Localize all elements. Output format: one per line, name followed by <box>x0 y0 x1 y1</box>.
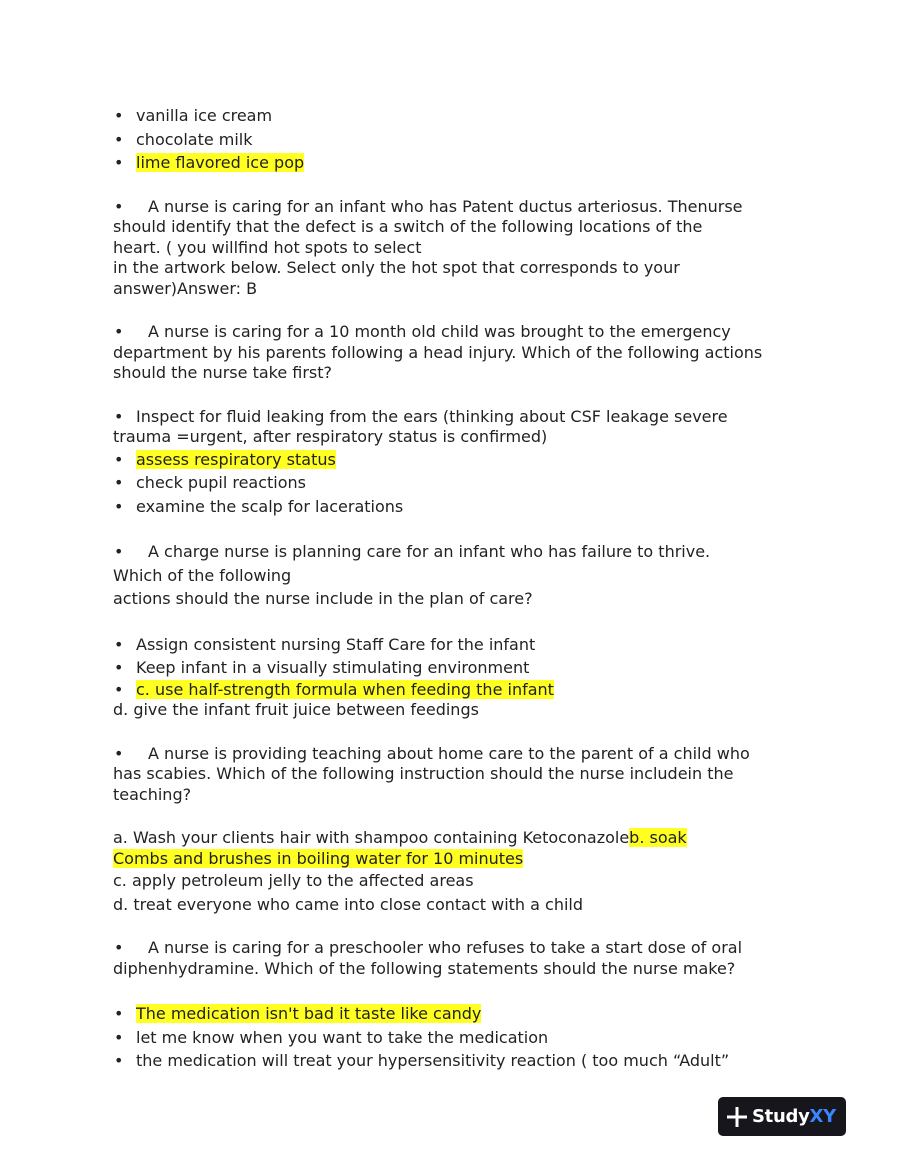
question-text: should the nurse take first? <box>113 363 333 382</box>
question-text: department by his parents following a head injury. Which of the following actions <box>113 342 763 362</box>
question-text: diphenhydramine. Which of the following statements should the nurse make? <box>113 958 736 978</box>
bullet: • <box>114 1027 124 1047</box>
answer-option: d. give the infant fruit juice between feedings <box>113 700 479 719</box>
highlighted-answer: b. soak <box>629 828 687 847</box>
answer-option: • Inspect for fluid leaking from the ears (thinking about CSF leakage severe <box>114 406 728 426</box>
bullet: • <box>114 196 124 216</box>
answer-option-highlighted <box>113 849 803 870</box>
answer-option: • the medication will treat your hypersensitivity reaction ( too much “Adult” <box>113 1049 803 1073</box>
question-text: answer)Answer: B <box>113 278 258 298</box>
question-text: should identify that the defect is a switch of the following locations of the <box>113 217 703 236</box>
bullet: • <box>114 1004 124 1023</box>
highlighted-answer: lime flavored ice pop <box>136 153 305 172</box>
highlighted-answer: assess respiratory status <box>136 449 336 469</box>
bullet: • <box>114 496 124 516</box>
question-text: heart. ( you willfind hot spots to select <box>113 237 422 257</box>
answer-option-highlighted <box>113 1002 803 1026</box>
bullet: • <box>114 153 124 172</box>
answer-option: • check pupil reactions <box>113 471 803 495</box>
bullet: • <box>114 449 124 469</box>
answer-option-highlighted <box>113 448 803 472</box>
logo-text: StudyXY <box>752 1106 836 1127</box>
answer-option: a. Wash your clients hair with shampoo containing Ketoconazoleb. soak <box>113 828 687 847</box>
bullet: • <box>114 406 124 426</box>
question-text: • A nurse is caring for an infant who has Patent ductus arteriosus. Thenurse <box>114 196 743 216</box>
question-text: teaching? <box>113 784 192 804</box>
plus-icon <box>726 1106 748 1128</box>
list-item: • chocolate milk <box>113 128 803 152</box>
answer-option: • Assign consistent nursing Staff Care for the infant <box>113 633 803 657</box>
bullet: • <box>114 473 124 492</box>
question-text: • A nurse is caring for a preschooler who refuses to take a start dose of oral <box>114 938 743 957</box>
bullet: • <box>114 634 124 654</box>
studyxy-logo[interactable] <box>718 1097 846 1136</box>
bullet: • <box>114 658 124 677</box>
answer-option: • let me know when you want to take the medication <box>113 1026 803 1050</box>
bullet: • <box>114 322 124 341</box>
bullet: • <box>114 938 124 957</box>
question-text: in the artwork below. Select only the hot spot that corresponds to your <box>113 258 680 277</box>
question-text: Which of the following <box>113 565 292 585</box>
bullet: • <box>114 679 124 699</box>
bullet: • <box>114 129 124 149</box>
bullet: • <box>114 1051 124 1070</box>
answer-option: c. apply petroleum jelly to the affected areas <box>113 871 474 890</box>
answer-option-highlighted <box>113 680 803 701</box>
question-text: has scabies. Which of the following instruction should the nurse includein the <box>113 764 734 783</box>
document-page <box>113 104 803 1073</box>
question-text: actions should the nurse include in the plan of care? <box>113 589 533 608</box>
answer-option: • Keep infant in a visually stimulating environment <box>113 656 803 680</box>
question-text: • A nurse is providing teaching about home care to the parent of a child who <box>114 743 750 763</box>
bullet: • <box>114 743 124 763</box>
highlighted-answer: Combs and brushes in boiling water for 10 minutes <box>113 848 524 868</box>
highlighted-answer: The medication isn't bad it taste like candy <box>136 1004 482 1023</box>
bullet: • <box>114 106 124 125</box>
bullet: • <box>114 542 124 561</box>
list-item: • vanilla ice cream <box>113 104 803 128</box>
highlighted-answer: c. use half-strength formula when feeding the infant <box>136 679 554 699</box>
list-item-highlighted <box>113 151 803 175</box>
answer-option: d. treat everyone who came into close contact with a child <box>113 894 584 914</box>
question-text: • A charge nurse is planning care for an infant who has failure to thrive. <box>113 540 803 564</box>
answer-option: trauma =urgent, after respiratory status is confirmed) <box>113 427 548 446</box>
question-text: • A nurse is caring for a 10 month old child was brought to the emergency <box>114 322 731 341</box>
answer-option: • examine the scalp for lacerations <box>113 495 803 519</box>
